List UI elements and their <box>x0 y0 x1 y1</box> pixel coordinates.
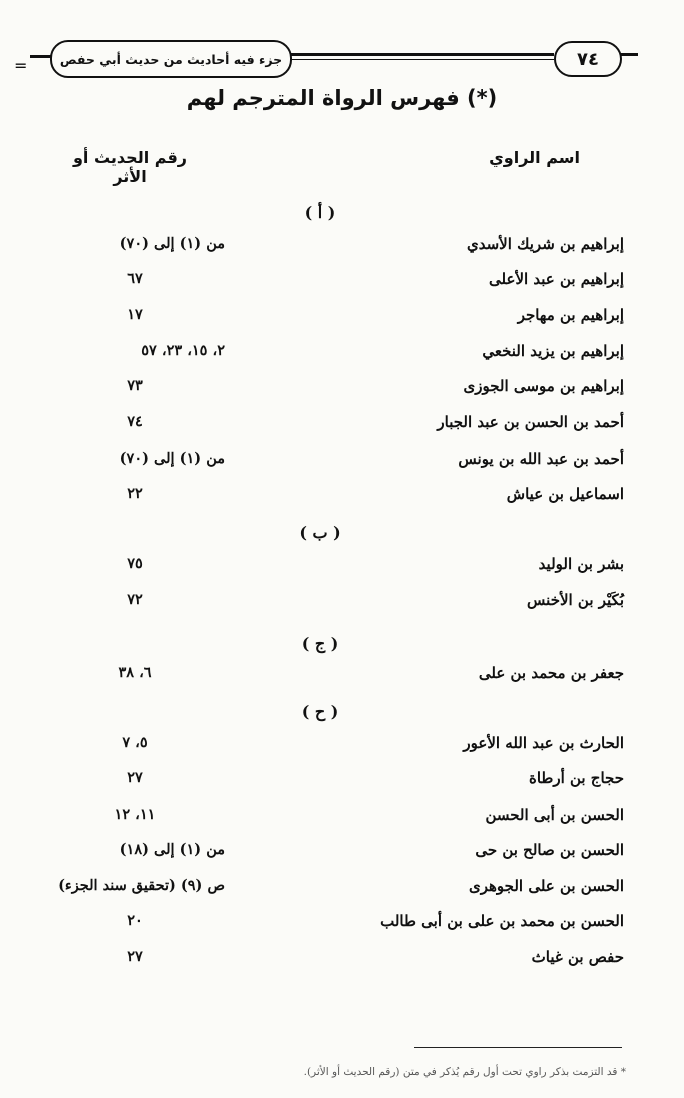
index-row <box>0 591 684 619</box>
narrator-name: الحسن بن محمد بن على بن أبى طالب <box>380 912 624 930</box>
index-row <box>0 806 684 834</box>
narrator-name: إبراهيم بن عبد الأعلى <box>489 270 624 288</box>
narrator-name: أحمد بن عبد الله بن يونس <box>458 450 624 468</box>
hadith-ref: ٢٢ <box>127 485 143 502</box>
hadith-ref: من (١) إلى (٧٠) <box>119 450 225 467</box>
index-row <box>0 555 684 583</box>
hadith-ref: ٢، ١٥، ٢٣، ٥٧ <box>141 342 225 359</box>
section-heading-ba: ( ب ) <box>299 523 341 542</box>
index-row <box>0 342 684 370</box>
footnote-divider <box>414 1047 622 1048</box>
narrator-name: أحمد بن الحسن بن عبد الجبار <box>437 413 624 431</box>
hadith-ref: من (١) إلى (١٨) <box>119 841 225 858</box>
hadith-ref: ١١، ١٢ <box>114 806 156 823</box>
hadith-ref: ٦٧ <box>127 270 143 287</box>
narrator-name: الحارث بن عبد الله الأعور <box>463 734 624 752</box>
hadith-ref: ٧٣ <box>127 377 143 394</box>
column-header-name: اسم الراوي <box>489 148 580 167</box>
header-mark: = <box>14 56 28 75</box>
index-row <box>0 450 684 478</box>
narrator-name: بشر بن الوليد <box>538 555 624 573</box>
hadith-ref: ٧٢ <box>127 591 143 608</box>
index-row <box>0 377 684 405</box>
index-row <box>0 413 684 441</box>
narrator-name: إبراهيم بن يزيد النخعي <box>482 342 624 360</box>
index-row <box>0 948 684 976</box>
hadith-ref: ٧٥ <box>127 555 143 572</box>
hadith-ref: ٢٧ <box>127 948 143 965</box>
index-row <box>0 235 684 263</box>
index-row <box>0 485 684 513</box>
section-heading-ha: ( ح ) <box>301 702 339 721</box>
hadith-ref: ٢٧ <box>127 769 143 786</box>
hadith-ref: ٦، ٣٨ <box>118 664 152 681</box>
hadith-ref: ١٧ <box>127 306 143 323</box>
section-heading-alif: ( أ ) <box>304 203 336 222</box>
narrator-name: الحسن بن على الجوهرى <box>469 877 624 895</box>
header-rule-left <box>30 55 52 58</box>
narrator-name: الحسن بن صالح بن حى <box>475 841 624 859</box>
index-row <box>0 877 684 905</box>
index-row <box>0 734 684 762</box>
narrator-name: إبراهيم بن شريك الأسدي <box>466 235 624 253</box>
narrator-name: بُكَيْر بن الأخنس <box>527 591 624 609</box>
section-heading-jim: ( ج ) <box>301 634 339 653</box>
index-row <box>0 270 684 298</box>
narrator-name: حفص بن غياث <box>531 948 624 966</box>
index-row <box>0 306 684 334</box>
narrator-name: إبراهيم بن مهاجر <box>517 306 624 324</box>
narrator-name: إبراهيم بن موسى الجوزى <box>463 377 624 395</box>
narrator-name: اسماعيل بن عياش <box>506 485 624 503</box>
column-header-ref: رقم الحديث أو الأثر <box>72 148 187 186</box>
page-title: فهرس الرواة المترجم لهم (*) <box>186 86 498 110</box>
hadith-ref: ص (٩) (تحقيق سند الجزء) <box>58 877 225 894</box>
index-row <box>0 769 684 797</box>
page-header <box>14 38 674 78</box>
index-row <box>0 664 684 692</box>
index-row <box>0 841 684 869</box>
narrator-name: حجاج بن أرطاة <box>528 769 624 787</box>
book-title: جزء فيه أحاديث من حديث أبي حفص <box>50 40 292 78</box>
hadith-ref: ٢٠ <box>127 912 143 929</box>
index-row <box>0 912 684 940</box>
page-number: ٧٤ <box>554 41 622 77</box>
header-rule-middle-thin <box>288 59 554 60</box>
header-rule-middle <box>288 53 554 56</box>
narrator-name: جعفر بن محمد بن على <box>478 664 624 682</box>
hadith-ref: من (١) إلى (٧٠) <box>119 235 225 252</box>
narrator-name: الحسن بن أبى الحسن <box>485 806 624 824</box>
hadith-ref: ٧٤ <box>127 413 143 430</box>
hadith-ref: ٥، ٧ <box>122 734 148 751</box>
footnote: * قد التزمت بذكر راوي تحت أول رقم يُذكر في متن (رقم الحديث أو الأثر). <box>303 1066 626 1078</box>
